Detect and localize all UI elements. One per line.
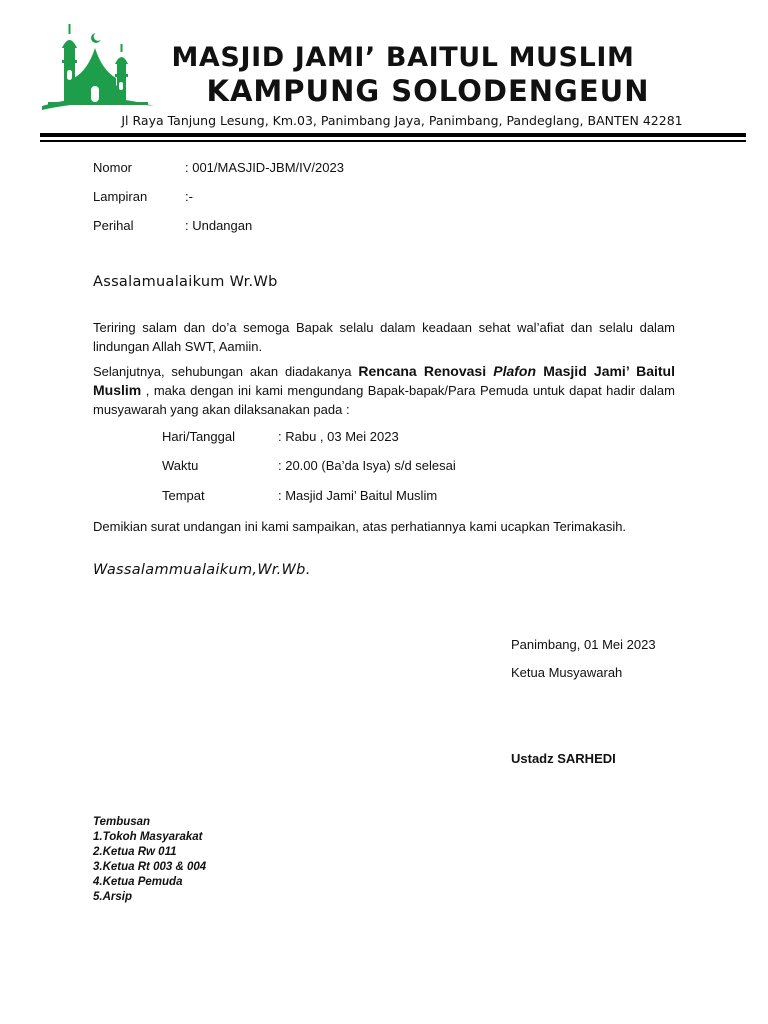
event-highlight-1: Rencana Renovasi xyxy=(358,363,494,379)
date-value: : Rabu , 03 Mei 2023 xyxy=(278,429,399,444)
place-label: Tempat xyxy=(162,488,205,503)
list-item: 4.Ketua Pemuda xyxy=(93,876,183,888)
letterhead-divider-thick xyxy=(40,133,746,137)
lampiran-label: Lampiran xyxy=(93,189,148,204)
organization-location: KAMPUNG SOLODENGEUN xyxy=(206,74,650,108)
event-highlight-2: Masjid Jami’ Baitul Muslim xyxy=(93,363,675,398)
signature-role: Ketua Musyawarah xyxy=(511,665,623,680)
nomor-label: Nomor xyxy=(93,160,133,175)
signature-place-date: Panimbang, 01 Mei 2023 xyxy=(511,637,656,652)
list-item: 3.Ketua Rt 003 & 004 xyxy=(93,861,207,873)
signature-name: Ustadz SARHEDI xyxy=(511,751,616,766)
place-value: : Masjid Jami’ Baitul Muslim xyxy=(278,488,438,503)
list-item: 1.Tokoh Masyarakat xyxy=(93,831,203,843)
lampiran-value: :- xyxy=(185,189,193,204)
perihal-label: Perihal xyxy=(93,218,134,233)
event-highlight-italic: Plafon xyxy=(493,363,537,379)
organization-address: Jl Raya Tanjung Lesung, Km.03, Panimbang Jaya, Panimbang, Pandeglang, BANTEN 42281 xyxy=(121,113,683,128)
organization-name: MASJID JAMI’ BAITUL MUSLIM xyxy=(171,42,635,73)
paragraph-invitation xyxy=(93,362,675,419)
list-item: 5.Arsip xyxy=(93,891,132,903)
list-item: 2.Ketua Rw 011 xyxy=(93,846,177,858)
time-value: : 20.00 (Ba’da Isya) s/d selesai xyxy=(278,458,456,473)
nomor-value: : 001/MASJID-JBM/IV/2023 xyxy=(185,160,344,175)
closing-greeting: Wassalammualaikum,Wr.Wb. xyxy=(93,562,311,578)
paragraph-closing: Demikian surat undangan ini kami sampaikan, atas perhatiannya kami ucapkan Terimakasih. xyxy=(93,519,627,534)
opening-greeting: Assalamualaikum Wr.Wb xyxy=(93,274,278,290)
time-label: Waktu xyxy=(162,458,199,473)
carbon-copy-title: Tembusan xyxy=(93,816,151,828)
paragraph-invitation-lead: Selanjutnya, sehubungan akan diadakanya xyxy=(93,364,359,379)
letterhead-divider-thin xyxy=(40,140,746,142)
mosque-logo-icon xyxy=(38,20,158,112)
paragraph-invitation-rest: , maka dengan ini kami mengundang Bapak-bapak/Para Pemuda untuk dapat hadir dalam musyawarah yang akan dilaksanakan pada : xyxy=(93,383,675,417)
paragraph-opening: Teriring salam dan do’a semoga Bapak selalu dalam keadaan sehat wal’afiat dan selalu dalam lindungan Allah SWT, Aamiin. xyxy=(93,320,675,354)
date-label: Hari/Tanggal xyxy=(162,429,235,444)
carbon-copy-list xyxy=(93,815,206,905)
perihal-value: : Undangan xyxy=(185,218,253,233)
